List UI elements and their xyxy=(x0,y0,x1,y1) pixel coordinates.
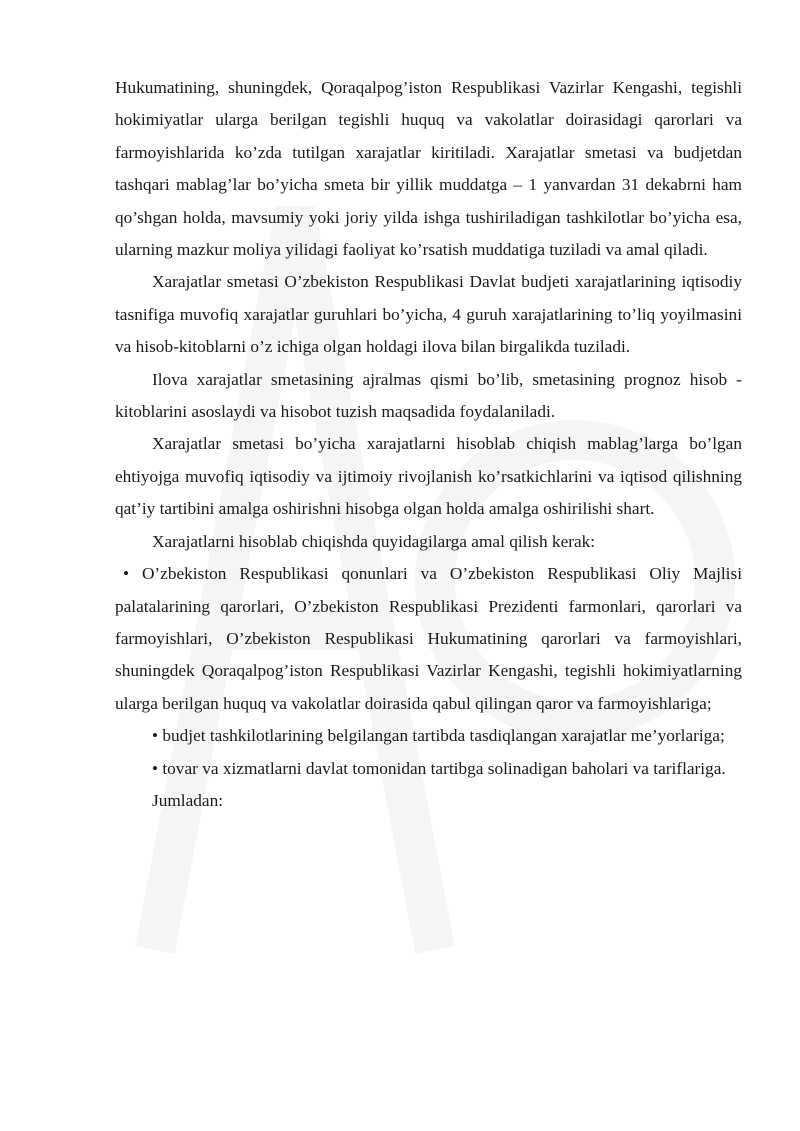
paragraph: Xarajatlarni hisoblab chiqishda quyidagilarga amal qilish kerak: xyxy=(152,531,596,551)
closing-line: Jumladan: xyxy=(152,790,224,810)
bullet-item: • O’zbekiston Respublikasi qonunlari va O’zbekiston Respublikasi Oliy Majlisi palatalarining qarorlari, O’zbekiston Respublikasi Prezidenti farmonlari, qarorlari va farmoyishlari, O’zbekiston Respublikasi Hukumatining qarorlari va farmoyishlari, shuningdek Qoraqalpog’iston Respublikasi Vazirlar Kengashi, tegishli hokimiyatlarning ularga berilgan huquq va vakolatlar doirasida qabul qilingan qaror va farmoyishlariga; xyxy=(115,564,742,713)
paragraph: Hukumatining, shuningdek, Qoraqalpog’iston Respublikasi Vazirlar Kengashi, tegishli hokimiyatlar ularga berilgan tegishli huquq va vakolatlar doirasidagi qarorlari va farmoyishlarida ko’zda tutilgan xarajatlar kiritiladi. Xarajatlar smetasi va budjetdan tashqari mablag’lar bo’yicha smeta bir yillik muddatga – 1 yanvardan 31 dekabrni ham qo’shgan holda, mavsumiy yoki joriy yilda ishga tushiriladigan tashkilotlar bo’yicha esa, ularning mazkur moliya yilidagi faoliyat ko’rsatish muddatiga tuziladi va amal qiladi. xyxy=(115,78,742,260)
paragraph: Xarajatlar smetasi O’zbekiston Respublikasi Davlat budjeti xarajatlarining iqtisodiy tasnifiga muvofiq xarajatlar guruhlari bo’yicha, 4 guruh xarajatlarining to’liq yoyilmasini va hisob-kitoblarni o’z ichiga olgan holdagi ilova bilan birgalikda tuziladi. xyxy=(115,272,742,357)
bullet-item: • budjet tashkilotlarining belgilangan tartibda tasdiqlangan xarajatlar me’yorlariga; xyxy=(152,726,725,746)
bullet-item: • tovar va xizmatlarni davlat tomonidan tartibga solinadigan baholari va tariflariga. xyxy=(152,758,726,778)
body-text xyxy=(115,72,742,817)
paragraph: Ilova xarajatlar smetasining ajralmas qismi bo’lib, smetasining prognoz hisob - kitoblarini asoslaydi va hisobot tuzish maqsadida foydalaniladi. xyxy=(115,369,742,422)
paragraph: Xarajatlar smetasi bo’yicha xarajatlarni hisoblab chiqish mablag’larga bo’lgan ehtiyojga muvofiq iqtisodiy va ijtimoiy rivojlanish ko’rsatkichlarini va iqtisod qilishning qat’iy tartibini amalga oshirishni hisobga olgan holda amalga oshirilishi shart. xyxy=(115,434,742,519)
